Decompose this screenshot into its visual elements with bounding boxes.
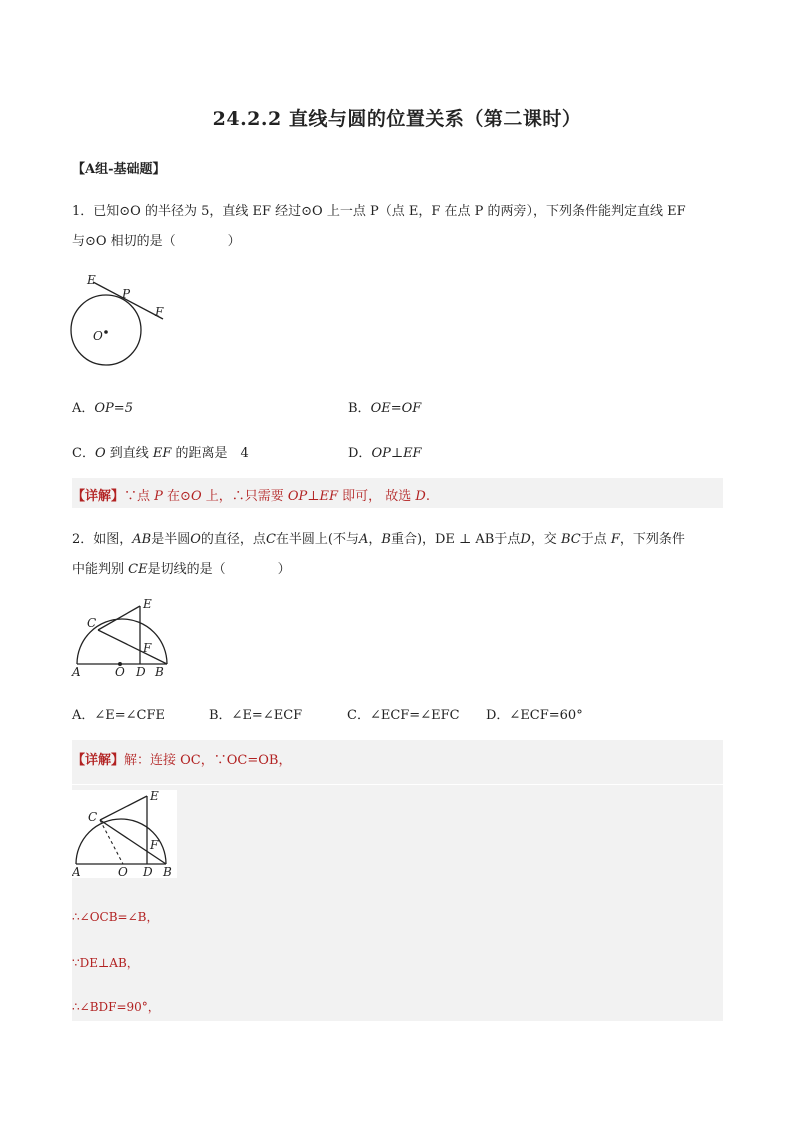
q2-detail-figure xyxy=(72,790,177,878)
circle-o xyxy=(71,295,141,365)
q2-option-d: D．∠ECF=60° xyxy=(486,708,583,723)
label-a: A xyxy=(72,665,81,679)
label-e: E xyxy=(143,597,152,611)
label-c: C xyxy=(88,810,98,824)
q1-circle-tangent-figure xyxy=(62,270,182,375)
label-o: O xyxy=(118,865,128,878)
q2-option-b: B．∠E=∠ECF xyxy=(209,708,303,723)
q1-stem-line2: 与⊙O 相切的是（ ） xyxy=(72,234,241,249)
label-d: D xyxy=(143,865,153,878)
section-heading: 【A组-基础题】 xyxy=(72,162,166,177)
q1-stem-line1: 1．已知⊙O 的半径为 5，直线 EF 经过⊙O 上一点 P（点 E，F 在点 P 的两旁），下列条件能判定直线 EF xyxy=(72,204,686,219)
label-e: E xyxy=(87,273,96,287)
page-title: 24.2.2 直线与圆的位置关系（第二课时） xyxy=(212,108,582,130)
q2-option-a: A．∠E=∠CFE xyxy=(72,708,166,723)
label-b: B xyxy=(155,665,164,679)
tangent-ce xyxy=(98,606,140,630)
q2-detail-block xyxy=(72,740,723,1021)
q2-detail-intro: 【详解】解：连接 OC，∵OC=OB， xyxy=(72,753,292,768)
label-d: D xyxy=(136,665,146,679)
q2-stem-line2: 中能判别 CE是切线的是（ ） xyxy=(72,562,291,577)
label-o: O xyxy=(115,665,125,679)
label-c: C xyxy=(87,616,97,630)
label-a: A xyxy=(72,865,81,878)
q2-detail-step3: ∴∠BDF=90°， xyxy=(72,1000,160,1014)
label-e: E xyxy=(150,790,159,803)
tangent-ce xyxy=(100,796,147,820)
q1-option-b: B．OE=OF xyxy=(348,401,422,416)
q1-option-a: A．OP=5 xyxy=(72,401,133,416)
dashed-oc xyxy=(100,820,123,864)
label-o: O xyxy=(93,329,103,343)
label-p: P xyxy=(122,287,131,301)
center-point-o xyxy=(104,330,108,334)
q1-detail-block xyxy=(72,478,723,508)
label-f: F xyxy=(150,838,159,852)
q2-option-c: C．∠ECF=∠EFC xyxy=(347,708,460,723)
q2-stem-line1: 2．如图，AB是半圆O的直径，点C在半圆上(不与A，B重合)，DE ⊥ AB于点D，交 BC于点 F，下列条件 xyxy=(72,532,685,547)
label-b: B xyxy=(163,865,172,878)
q2-detail-step1: ∴∠OCB=∠B， xyxy=(72,910,159,924)
label-f: F xyxy=(155,305,164,319)
q1-option-c: C．O 到直线 EF 的距离是 4 xyxy=(72,446,249,461)
q1-detail-text: 【详解】∵点 P 在⊙O 上，∴只需要 OP⊥EF 即可， 故选 D. xyxy=(72,489,430,504)
label-f: F xyxy=(143,641,152,655)
detail-divider xyxy=(72,784,723,785)
q2-semicircle-figure xyxy=(68,594,178,680)
q2-detail-step2: ∵DE⊥AB， xyxy=(72,956,139,970)
q1-option-d: D．OP⊥EF xyxy=(348,446,422,461)
